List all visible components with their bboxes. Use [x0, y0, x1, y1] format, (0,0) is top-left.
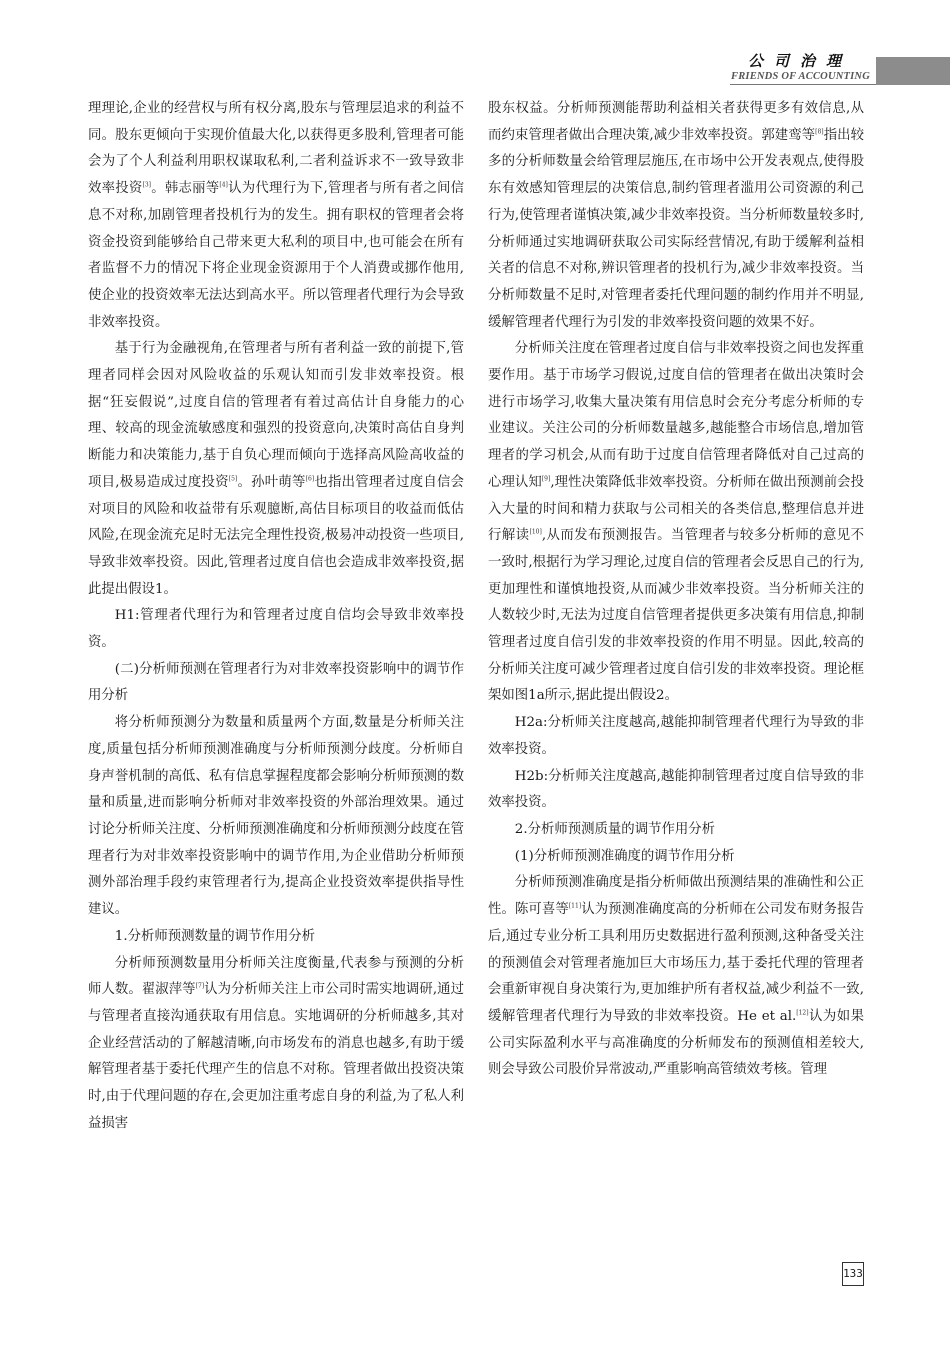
text-run: 分析师关注度在管理者过度自信与非效率投资之间也发挥重要作用。基于市场学习假说,过度自信的管理者在做出决策时会进行市场学习,收集大量决策有用信息时会充分考虑分析师的专业建议。关注公司的分析师数量越多,越能整合市场信息,增加管理者的学习机会,从而有助于过度自信管理者降低对自己过高的心理认知: [488, 341, 864, 490]
citation-ref: [11]: [568, 902, 582, 910]
citation-ref: [10]: [529, 528, 542, 536]
paragraph: [88, 96, 464, 336]
text-run: ,从而发布预测报告。当管理者与较多分析师的意见不一致时,根据行为学习理论,过度自信的管理者会反思自己的行为,更加理性和谨慎地投资,从而减少非效率投资。当分析师关注的人数较少时,无法为过度自信管理者提供更多决策有用信息,抑制管理者过度自信引发的非效率投资的作用不明显。因此,较高的分析师关注度可减少管理者过度自信引发的非效率投资。理论框架如图1a所示,据此提出假设2。: [488, 528, 865, 704]
text-run: 股东权益。分析师预测能帮助利益相关者获得更多有效信息,从而约束管理者做出合理决策,减少非效率投资。郭建鸾等: [488, 101, 864, 143]
citation-ref: [3]: [142, 181, 152, 189]
text-run: ,理性决策降低非效率投资。分析师在做出预测前会投入大量的时间和精力获取与公司相关的各类信息,整理信息并进行解读: [488, 474, 864, 544]
text-run: (1)分析师预测准确度的调节作用分析: [514, 848, 735, 864]
paragraph: [88, 710, 464, 924]
text-run: 认为代理行为下,管理者与所有者之间信息不对称,加剧管理者投机行为的发生。拥有职权的管理者会将资金投资到能够给自己带来更大私利的项目中,也可能会在所有者监督不力的情况下将企业现金资源用于个人消费或挪作他用,使企业的投资效率无法达到高水平。所以管理者代理行为会导致非效率投资。: [88, 181, 465, 330]
journal-section-title: 公司治理: [748, 52, 853, 70]
paragraph: [88, 657, 464, 710]
citation-ref: [8]: [815, 128, 824, 136]
text-run: 2.分析师预测质量的调节作用分析: [514, 821, 716, 837]
text-run: 。韩志丽等: [151, 181, 220, 197]
header-rule: [730, 84, 876, 85]
paragraph: [488, 710, 864, 763]
text-run: H1:管理者代理行为和管理者过度自信均会导致非效率投资。: [88, 608, 464, 651]
right-column: [488, 96, 864, 1084]
header-bar: [876, 57, 950, 85]
left-column: [88, 96, 464, 1137]
citation-ref: [4]: [219, 181, 228, 189]
text-run: 也指出管理者过度自信会对项目的风险和收益带有乐观臆断,高估目标项目的收益而低估风险,在现金流充足时无法完全理性投资,极易冲动投资一些项目,导致非效率投资。因此,管理者过度自信也会造成非效率投资,据此提出假设1。: [88, 474, 465, 597]
text-run: 将分析师预测分为数量和质量两个方面,数量是分析师关注度,质量包括分析师预测准确度与分析师预测分歧度。分析师自身声誉机制的高低、私有信息掌握程度都会影响分析师预测的数量和质量,进而影响分析师对非效率投资的外部治理效果。通过讨论分析师关注度、分析师预测准确度和分析师预测分歧度在管理者行为对非效率投资影响中的调节作用,为企业借助分析师预测外部治理手段约束管理者行为,提高企业投资效率提供指导性建议。: [88, 715, 464, 918]
paragraph: [488, 96, 864, 336]
paragraph: [488, 844, 864, 871]
paragraph: [88, 336, 464, 603]
text-run: H2b:分析师关注度越高,越能抑制管理者过度自信导致的非效率投资。: [488, 768, 864, 811]
text-run: H2a:分析师关注度越高,越能抑制管理者代理行为导致的非效率投资。: [488, 715, 864, 757]
page-number: 133: [842, 1262, 864, 1286]
text-run: 1.分析师预测数量的调节作用分析: [114, 928, 316, 944]
text-run: 分析师预测数量用分析师关注度衡量,代表参与预测的分析师人数。翟淑萍等: [88, 955, 464, 998]
paragraph: [88, 924, 464, 951]
citation-ref: [5]: [228, 475, 238, 483]
paragraph: [488, 336, 864, 710]
paragraph: [88, 951, 464, 1138]
journal-name: FRIENDS OF ACCOUNTING: [731, 71, 870, 82]
text-run: 理理论,企业的经营权与所有权分离,股东与管理层追求的利益不同。股东更倾向于实现价值最大化,以获得更多股利,管理者可能会为了个人利益利用职权谋取私利,二者利益诉求不一致导致非效率投资: [88, 101, 464, 197]
paragraph: [488, 764, 864, 817]
citation-ref: [7]: [195, 982, 205, 990]
citation-ref: [9]: [541, 475, 551, 483]
text-run: 认为预测准确度高的分析师在公司发布财务报告后,通过专业分析工具利用历史数据进行盈利预测,这种备受关注的预测值会对管理者施加巨大市场压力,基于委托代理的管理者会重新审视自身决策行为,更加维护所有者权益,减少利益不一致,缓解管理者代理行为导致的非效率投资。He et al.: [488, 902, 865, 1024]
text-run: (二)分析师预测在管理者行为对非效率投资影响中的调节作用分析: [88, 661, 464, 704]
text-run: 。孙叶萌等: [237, 474, 306, 490]
text-run: 基于行为金融视角,在管理者与所有者利益一致的前提下,管理者同样会因对风险收益的乐观认知而引发非效率投资。根据“狂妄假说”,过度自信的管理者有着过高估计自身能力的心理、较高的现金流敏感度和强烈的投资意向,决策时高估自身判断能力和决策能力,基于自负心理而倾向于选择高风险高收益的项目,极易造成过度投资: [88, 341, 464, 490]
text-run: 认为分析师关注上市公司时需实地调研,通过与管理者直接沟通获取有用信息。实地调研的分析师越多,其对企业经营活动的了解越清晰,向市场发布的消息也越多,有助于缓解管理者基于委托代理产生的信息不对称。管理者做出投资决策时,由于代理问题的存在,会更加注重考虑自身的利益,为了私人利益损害: [88, 982, 464, 1131]
paragraph: [488, 817, 864, 844]
text-run: 指出较多的分析师数量会给管理层施压,在市场中公开发表观点,使得股东有效感知管理层的决策信息,制约管理者滥用公司资源的利己行为,使管理者谨慎决策,减少非效率投资。当分析师数量较多时,分析师通过实地调研获取公司实际经营情况,有助于缓解利益相关者的信息不对称,辨识管理者的投机行为,减少非效率投资。当分析师数量不足时,对管理者委托代理问题的制约作用并不明显,缓解管理者代理行为引发的非效率投资问题的效果不好。: [488, 127, 864, 330]
paragraph: [88, 603, 464, 656]
paragraph: [488, 870, 864, 1084]
text-run: 分析师预测准确度是指分析师做出预测结果的准确性和公正性。陈可喜等: [488, 875, 864, 918]
citation-ref: [12]: [796, 1009, 809, 1017]
citation-ref: [6]: [305, 475, 315, 483]
text-run: 认为如果公司实际盈利水平与高准确度的分析师发布的预测值相差较大,则会导致公司股价异常波动,严重影响高管绩效考核。管理: [488, 1008, 864, 1078]
